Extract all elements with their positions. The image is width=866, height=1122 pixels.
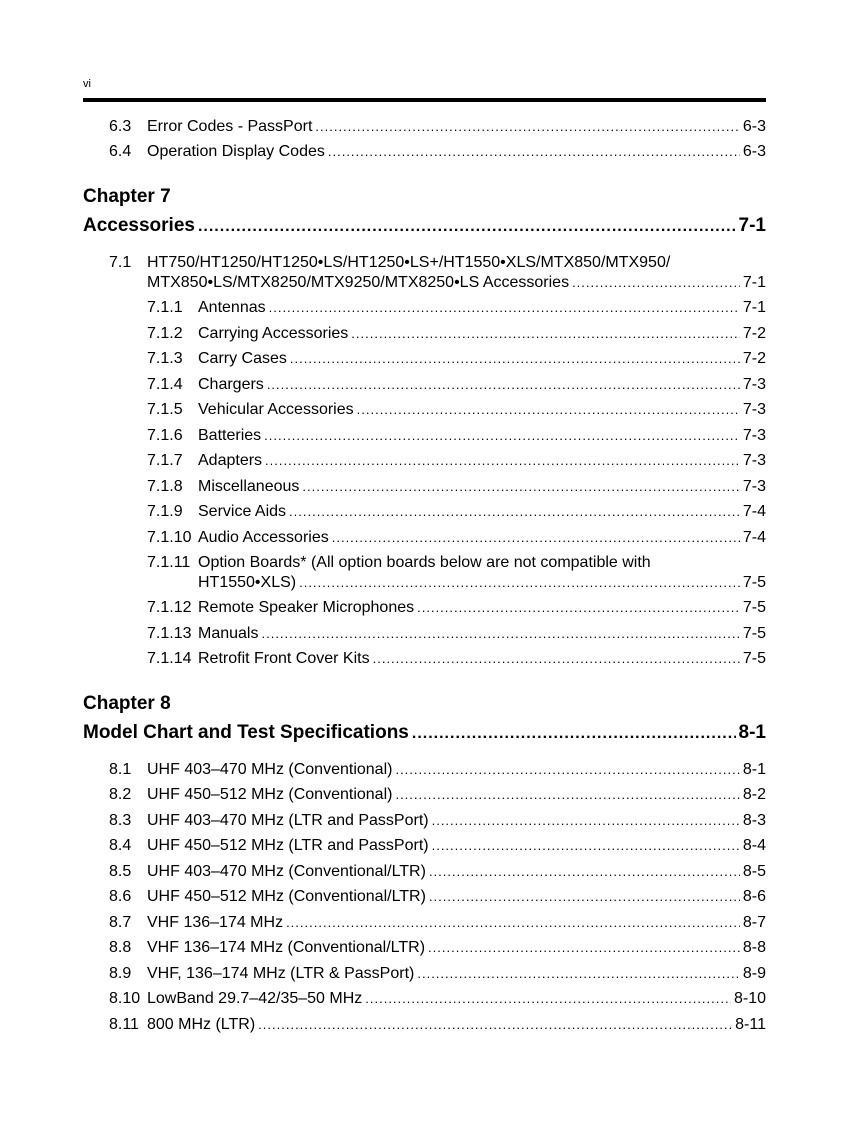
dot-leader <box>315 117 739 137</box>
toc-number: 7.1.3 <box>147 350 183 367</box>
toc-number: 8.6 <box>109 888 132 905</box>
chapter-7-label: Chapter 7 <box>83 186 171 207</box>
toc-number: 7.1.12 <box>147 599 192 616</box>
toc-number: 8.10 <box>109 990 141 1007</box>
toc-page: 6-3 <box>742 143 766 160</box>
dot-leader <box>432 836 740 856</box>
dot-leader <box>328 142 740 162</box>
dot-leader <box>351 324 740 344</box>
toc-entry-7-1-13[interactable] <box>147 624 766 644</box>
chapter-title: Model Chart and Test Specifications <box>83 722 409 743</box>
toc-entry-7-1-2[interactable] <box>147 324 766 344</box>
toc-entry-8-3[interactable] <box>109 811 766 831</box>
toc-title: Chargers <box>198 376 264 393</box>
toc-title: HT1550•XLS) <box>198 574 297 591</box>
toc-page: 6-3 <box>742 118 766 135</box>
toc-title: Retrofit Front Cover Kits <box>198 650 370 667</box>
toc-entry-8-8[interactable] <box>109 938 766 958</box>
toc-number: 8.9 <box>109 965 132 982</box>
toc-entry-6-4[interactable] <box>109 142 766 162</box>
toc-page: 7-5 <box>742 650 766 667</box>
toc-page: 7-3 <box>742 427 766 444</box>
page-number: vi <box>83 78 91 90</box>
dot-leader <box>395 760 739 780</box>
toc-number: 8.7 <box>109 914 132 931</box>
dot-leader <box>365 989 731 1009</box>
toc-page: 8-7 <box>742 914 766 931</box>
dot-leader <box>299 573 740 593</box>
dot-leader <box>357 400 740 420</box>
dot-leader <box>429 862 740 882</box>
toc-page: 7-2 <box>742 350 766 367</box>
toc-entry-7-1-5[interactable] <box>147 400 766 420</box>
toc-number: 7.1.10 <box>147 529 192 546</box>
toc-page: 8-5 <box>742 863 766 880</box>
toc-title: Antennas <box>198 299 266 316</box>
toc-title: MTX850•LS/MTX8250/MTX9250/MTX8250•LS Accessories <box>147 274 570 291</box>
toc-entry-7-1-11[interactable] <box>198 573 766 593</box>
dot-leader <box>198 215 736 237</box>
toc-number: 6.3 <box>109 118 132 135</box>
toc-number: 7.1.8 <box>147 478 183 495</box>
toc-title: UHF 403–470 MHz (LTR and PassPort) <box>147 812 429 829</box>
dot-leader <box>332 528 740 548</box>
toc-entry-7-1-14[interactable] <box>147 649 766 669</box>
toc-entry-7-1-8[interactable] <box>147 477 766 497</box>
toc-entry-8-9[interactable] <box>109 964 766 984</box>
toc-page: 7-4 <box>742 503 766 520</box>
chapter-page: 8-1 <box>738 722 766 743</box>
dot-leader <box>432 811 740 831</box>
toc-page: 8-8 <box>742 939 766 956</box>
toc-title-7-1-line1[interactable]: HT750/HT1250/HT1250•LS/HT1250•LS+/HT1550•XLS/MTX850/MTX950/ <box>147 254 671 271</box>
toc-page: 8-3 <box>742 812 766 829</box>
toc-page: 7-1 <box>742 299 766 316</box>
toc-number: 8.8 <box>109 939 132 956</box>
toc-title: Batteries <box>198 427 262 444</box>
toc-entry-6-3[interactable] <box>109 117 766 137</box>
toc-title: Manuals <box>198 625 259 642</box>
toc-number: 7.1.7 <box>147 452 183 469</box>
toc-title: Audio Accessories <box>198 529 329 546</box>
toc-title: Carry Cases <box>198 350 287 367</box>
toc-page: 7-3 <box>742 376 766 393</box>
dot-leader <box>429 887 740 907</box>
toc-number: 8.5 <box>109 863 132 880</box>
toc-page: 8-9 <box>742 965 766 982</box>
toc-title: UHF 450–512 MHz (Conventional) <box>147 786 393 803</box>
toc-number: 8.3 <box>109 812 132 829</box>
toc-page: 8-4 <box>742 837 766 854</box>
toc-title: Vehicular Accessories <box>198 401 354 418</box>
toc-page: 8-11 <box>735 1016 766 1033</box>
toc-title: UHF 450–512 MHz (Conventional/LTR) <box>147 888 426 905</box>
toc-entry-7-1-10[interactable] <box>147 528 766 548</box>
dot-leader <box>258 1015 732 1035</box>
toc-page: 7-5 <box>742 625 766 642</box>
toc-title: 800 MHz (LTR) <box>147 1016 256 1033</box>
toc-title: Miscellaneous <box>198 478 300 495</box>
dot-leader <box>428 938 740 958</box>
dot-leader <box>572 273 740 293</box>
toc-number: 8.2 <box>109 786 132 803</box>
toc-title: Service Aids <box>198 503 287 520</box>
toc-title: UHF 450–512 MHz (LTR and PassPort) <box>147 837 429 854</box>
dot-leader <box>412 722 736 744</box>
toc-number: 8.11 <box>109 1016 139 1033</box>
dot-leader <box>395 785 739 805</box>
toc-number: 7.1.2 <box>147 325 183 342</box>
toc-entry-7-1-6[interactable] <box>147 426 766 446</box>
toc-number: 7.1.4 <box>147 376 183 393</box>
dot-leader <box>267 375 740 395</box>
toc-number: 8.1 <box>109 761 132 778</box>
toc-title: Error Codes - PassPort <box>147 118 313 135</box>
chapter-page: 7-1 <box>738 215 766 236</box>
toc-title: UHF 403–470 MHz (Conventional/LTR) <box>147 863 426 880</box>
toc-chapter-7[interactable] <box>83 215 766 237</box>
toc-chapter-8[interactable] <box>83 722 766 744</box>
toc-entry-8-6[interactable] <box>109 887 766 907</box>
toc-title: Adapters <box>198 452 263 469</box>
toc-entry-7-1-7[interactable] <box>147 451 766 471</box>
toc-number: 6.4 <box>109 143 132 160</box>
toc-entry-8-11[interactable] <box>109 1015 766 1035</box>
toc-page: 7-2 <box>742 325 766 342</box>
toc-entry-8-4[interactable] <box>109 836 766 856</box>
toc-title-7-1-11-line1[interactable]: Option Boards* (All option boards below are not compatible with <box>198 554 651 571</box>
toc-entry-8-10[interactable] <box>109 989 766 1009</box>
toc-entry-7-1[interactable] <box>147 273 766 293</box>
toc-entry-7-1-3[interactable] <box>147 349 766 369</box>
toc-entry-8-1[interactable] <box>109 760 766 780</box>
toc-title: Operation Display Codes <box>147 143 325 160</box>
toc-page: 8-6 <box>742 888 766 905</box>
toc-page: 8-1 <box>742 761 766 778</box>
toc-number-7-1: 7.1 <box>109 254 132 271</box>
dot-leader <box>289 502 740 522</box>
chapter-8-label: Chapter 8 <box>83 693 171 714</box>
toc-page: 7-3 <box>742 478 766 495</box>
toc-title: Carrying Accessories <box>198 325 349 342</box>
dot-leader <box>417 964 740 984</box>
toc-page: 7-5 <box>742 574 766 591</box>
dot-leader <box>264 426 740 446</box>
dot-leader <box>269 298 740 318</box>
toc-page: 7-3 <box>742 401 766 418</box>
toc-number-7-1-11: 7.1.11 <box>147 554 191 571</box>
toc-number: 7.1.9 <box>147 503 183 520</box>
dot-leader <box>290 349 740 369</box>
toc-title: LowBand 29.7–42/35–50 MHz <box>147 990 363 1007</box>
toc-page: 7-1 <box>742 274 766 291</box>
toc-entry-7-1-9[interactable] <box>147 502 766 522</box>
toc-title: Remote Speaker Microphones <box>198 599 415 616</box>
toc-page: 7-4 <box>742 529 766 546</box>
toc-page: 8-10 <box>733 990 766 1007</box>
toc-number: 7.1.1 <box>147 299 183 316</box>
toc-number: 8.4 <box>109 837 132 854</box>
dot-leader <box>373 649 740 669</box>
toc-title: VHF, 136–174 MHz (LTR & PassPort) <box>147 965 415 982</box>
toc-number: 7.1.5 <box>147 401 183 418</box>
toc-number: 7.1.14 <box>147 650 192 667</box>
toc-entry-8-5[interactable] <box>109 862 766 882</box>
toc-title: VHF 136–174 MHz (Conventional/LTR) <box>147 939 426 956</box>
toc-title: UHF 403–470 MHz (Conventional) <box>147 761 393 778</box>
toc-entry-7-1-12[interactable] <box>147 598 766 618</box>
toc-number: 7.1.6 <box>147 427 183 444</box>
toc-title: VHF 136–174 MHz <box>147 914 284 931</box>
toc-entry-8-2[interactable] <box>109 785 766 805</box>
toc-entry-7-1-4[interactable] <box>147 375 766 395</box>
dot-leader <box>286 913 740 933</box>
chapter-title: Accessories <box>83 215 195 236</box>
toc-entry-8-7[interactable] <box>109 913 766 933</box>
dot-leader <box>261 624 739 644</box>
dot-leader <box>417 598 740 618</box>
toc-number: 7.1.13 <box>147 625 192 642</box>
toc-page: 8-2 <box>742 786 766 803</box>
dot-leader <box>265 451 740 471</box>
dot-leader <box>302 477 739 497</box>
toc-page: 7-5 <box>742 599 766 616</box>
header-rule <box>83 98 766 102</box>
toc-page: 7-3 <box>742 452 766 469</box>
toc-entry-7-1-1[interactable] <box>147 298 766 318</box>
